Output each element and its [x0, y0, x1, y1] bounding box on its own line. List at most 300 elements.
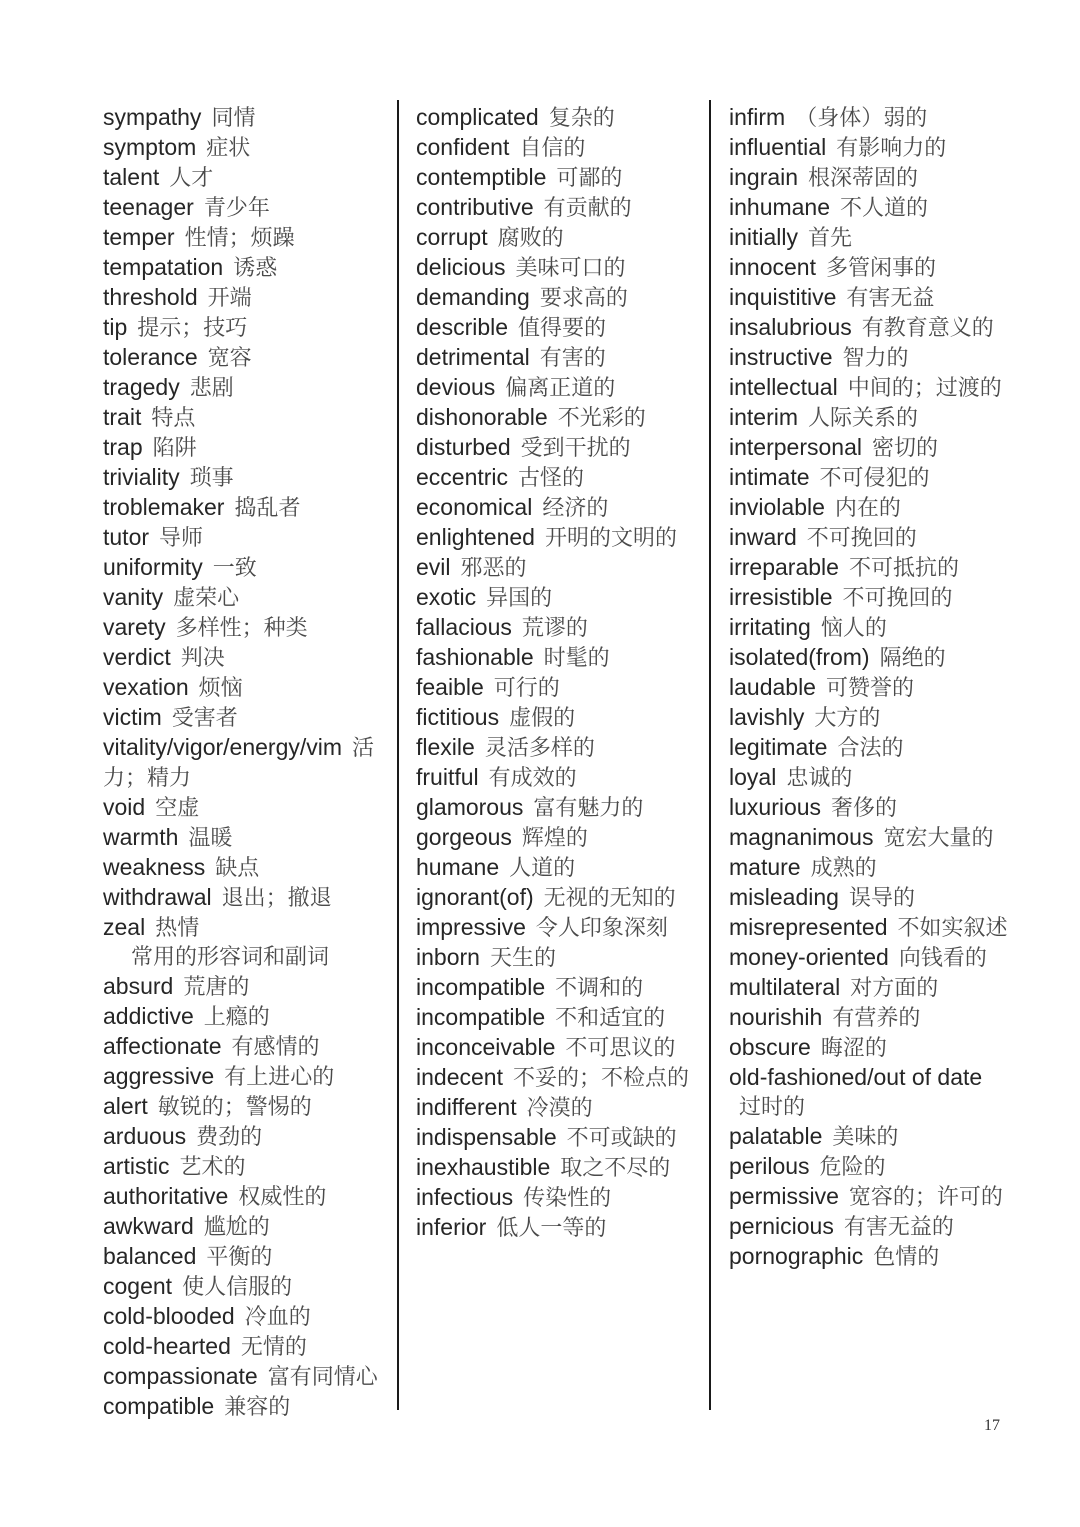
vocab-term: laudable: [729, 674, 816, 700]
vocab-translation: 有教育意义的: [861, 316, 994, 341]
vocab-term: permissive: [729, 1183, 839, 1209]
vocab-entry: [416, 553, 701, 583]
vocab-entry: [729, 133, 1014, 163]
vocab-entry: [416, 763, 701, 793]
vocab-entry: [416, 613, 701, 643]
vocab-term: irreparable: [729, 554, 839, 580]
vocab-entry: [103, 853, 388, 883]
vocab-term: zeal: [103, 914, 146, 940]
vocab-translation: 特点: [151, 406, 196, 431]
vocab-term: irresistible: [729, 584, 833, 610]
vocab-term: symptom: [103, 134, 197, 160]
vocab-entry: [729, 793, 1014, 823]
vocab-term: ignorant(of): [416, 884, 534, 910]
vocab-term: infirm: [729, 104, 786, 130]
vocab-term: inborn: [416, 944, 480, 970]
vocab-entry: [729, 253, 1014, 283]
vocab-translation: 美味的: [832, 1125, 899, 1150]
vocab-term: compassionate: [103, 1363, 258, 1389]
vocab-translation: 无情的: [240, 1335, 307, 1360]
vocab-term: evil: [416, 554, 451, 580]
vocab-entry: [416, 733, 701, 763]
vocab-entry: [416, 943, 701, 973]
vocab-translation: 琐事: [189, 466, 234, 491]
vocab-entry: [729, 703, 1014, 733]
vocab-translation: 忠诚的: [786, 766, 853, 791]
vocab-term: complicated: [416, 104, 539, 130]
vocab-translation: 可行的: [493, 676, 560, 701]
vocab-term: pernicious: [729, 1213, 834, 1239]
vocab-entry: [416, 1033, 701, 1063]
vocab-translation: 一致: [212, 556, 257, 581]
vocab-entry: [103, 343, 388, 373]
vocab-translation: 人际关系的: [808, 406, 919, 431]
vocab-term: authoritative: [103, 1183, 229, 1209]
vocab-entry: [416, 133, 701, 163]
vocab-entry: [103, 1122, 388, 1152]
vocab-entry: [416, 523, 701, 553]
vocab-translation: 悲剧: [189, 376, 234, 401]
vocab-translation: 复杂的: [548, 106, 615, 131]
vocab-translation: 尴尬的: [203, 1215, 270, 1240]
vocab-entry: [729, 823, 1014, 853]
vocab-term: corrupt: [416, 224, 488, 250]
vocab-entry: [729, 763, 1014, 793]
vocab-term: initially: [729, 224, 799, 250]
vocab-term: feaible: [416, 674, 484, 700]
vocab-translation: 活力；精力: [103, 736, 375, 791]
vocab-translation: 导师: [159, 526, 204, 551]
vocab-column-2: [416, 103, 701, 1243]
vocab-entry: [416, 793, 701, 823]
vocab-entry: [416, 463, 701, 493]
vocab-entry: [103, 253, 388, 283]
vocab-term: legitimate: [729, 734, 828, 760]
vocab-translation: 敏锐的；警惕的: [157, 1095, 312, 1120]
vocab-translation: 有营养的: [832, 1006, 921, 1031]
vocab-term: exotic: [416, 584, 477, 610]
vocab-entry: [729, 343, 1014, 373]
vocab-term: devious: [416, 374, 496, 400]
vocab-term: enlightened: [416, 524, 535, 550]
vocab-translation: 退出；撤退: [221, 886, 332, 911]
vocab-translation: 同情: [211, 106, 256, 131]
vocab-term: economical: [416, 494, 533, 520]
vocab-term: fashionable: [416, 644, 534, 670]
vocab-translation: 宽容的；许可的: [848, 1185, 1003, 1210]
vocab-translation: 色情的: [873, 1245, 940, 1270]
vocab-translation: 不光彩的: [557, 406, 646, 431]
vocab-entry: [416, 433, 701, 463]
vocab-translation: 经济的: [542, 496, 609, 521]
vocab-term: inviolable: [729, 494, 825, 520]
vocab-translation: 温暖: [188, 826, 233, 851]
vocab-term: magnanimous: [729, 824, 874, 850]
vocab-term: temper: [103, 224, 175, 250]
vocab-translation: 时髦的: [543, 646, 610, 671]
vocab-translation: 有成效的: [488, 766, 577, 791]
vocab-entry: [416, 253, 701, 283]
vocab-translation: 值得要的: [518, 316, 607, 341]
vocab-term: inferior: [416, 1214, 487, 1240]
vocab-translation: 不可侵犯的: [819, 466, 930, 491]
vocab-translation: 异国的: [486, 586, 553, 611]
vocab-entry: [729, 613, 1014, 643]
vocab-translation: 过时的: [739, 1095, 806, 1120]
vocab-entry: [103, 1242, 388, 1272]
vocab-term: troblemaker: [103, 494, 225, 520]
vocab-entry: [729, 973, 1014, 1003]
vocab-entry: [416, 973, 701, 1003]
vocab-translation: 冷漠的: [526, 1096, 593, 1121]
vocab-entry: [103, 133, 388, 163]
vocab-translation: 虚荣心: [173, 586, 240, 611]
vocab-term: fruitful: [416, 764, 479, 790]
vocab-entry: [103, 493, 388, 523]
vocab-term: intimate: [729, 464, 810, 490]
vocab-entry: [416, 163, 701, 193]
vocab-term: balanced: [103, 1243, 197, 1269]
vocab-translation: 密切的: [871, 436, 938, 461]
vocab-translation: 合法的: [837, 736, 904, 761]
vocab-entry: [729, 1182, 1014, 1212]
vocab-term: vitality/vigor/energy/vim: [103, 734, 343, 760]
vocab-entry: [103, 373, 388, 403]
vocab-term: varety: [103, 614, 166, 640]
vocab-entry: [729, 1003, 1014, 1033]
vocab-term: obscure: [729, 1034, 811, 1060]
vocab-term: vexation: [103, 674, 189, 700]
vocab-entry: [729, 1212, 1014, 1242]
vocab-translation: 辉煌的: [521, 826, 588, 851]
vocab-translation: 缺点: [215, 856, 260, 881]
vocab-entry: [103, 793, 388, 823]
vocab-translation: 人道的: [509, 856, 576, 881]
vocab-entry: [103, 193, 388, 223]
vocab-translation: 有害无益的: [843, 1215, 954, 1240]
vocab-term: inquistitive: [729, 284, 837, 310]
vocab-term: contributive: [416, 194, 534, 220]
vocab-entry: [729, 193, 1014, 223]
vocab-entry: [103, 883, 388, 913]
vocab-entry: [416, 1063, 701, 1093]
vocab-translation: 奢侈的: [831, 796, 898, 821]
vocab-translation: 诱惑: [233, 256, 278, 281]
vocab-translation: 不可挽回的: [806, 526, 917, 551]
vocab-entry: [416, 583, 701, 613]
vocab-translation: 兼容的: [224, 1395, 291, 1420]
vocab-entry: [416, 223, 701, 253]
vocab-term: addictive: [103, 1003, 194, 1029]
vocab-translation: 人才: [169, 166, 214, 191]
vocab-entry: [416, 673, 701, 703]
vocab-translation: 晦涩的: [820, 1036, 887, 1061]
vocab-translation: 受害者: [171, 706, 238, 731]
vocab-translation: 虚假的: [509, 706, 576, 731]
vocab-translation: 开端: [207, 286, 252, 311]
vocab-translation: 捣乱者: [234, 496, 301, 521]
vocab-entry: [103, 1272, 388, 1302]
vocab-entry: [103, 223, 388, 253]
vocab-translation: 开明的文明的: [544, 526, 677, 551]
vocab-translation: 有上进心的: [224, 1065, 335, 1090]
vocab-entry: [416, 1213, 701, 1243]
vocab-translation: 可鄙的: [556, 166, 623, 191]
vocab-term: intellectual: [729, 374, 838, 400]
vocab-entry: [103, 733, 388, 793]
vocab-entry: [103, 433, 388, 463]
vocab-translation: 有影响力的: [836, 136, 947, 161]
vocab-entry: [729, 283, 1014, 313]
vocab-translation: 使人信服的: [182, 1275, 293, 1300]
vocab-entry: [729, 163, 1014, 193]
vocab-translation: 要求高的: [539, 286, 628, 311]
vocab-translation: 上瘾的: [203, 1005, 270, 1030]
vocab-entry: [416, 193, 701, 223]
vocab-term: victim: [103, 704, 162, 730]
vocab-translation: 荒谬的: [521, 616, 588, 641]
vocab-entry: [729, 1063, 1014, 1122]
vocab-term: weakness: [103, 854, 206, 880]
vocab-translation: 邪恶的: [460, 556, 527, 581]
vocab-entry: [103, 823, 388, 853]
vocab-translation: 费劲的: [196, 1125, 263, 1150]
vocab-translation: 富有同情心: [267, 1365, 378, 1390]
vocab-entry: [729, 403, 1014, 433]
vocab-term: cogent: [103, 1273, 173, 1299]
vocab-term: artistic: [103, 1153, 170, 1179]
vocab-translation: 空虚: [155, 796, 200, 821]
vocab-translation: 荒唐的: [183, 975, 250, 1000]
vocab-translation: 内在的: [834, 496, 901, 521]
vocab-term: old-fashioned/out of date: [729, 1064, 983, 1090]
vocab-term: misleading: [729, 884, 839, 910]
vocab-translation: 艺术的: [179, 1155, 246, 1180]
vocab-term: aggressive: [103, 1063, 215, 1089]
vocab-translation: 冷血的: [244, 1305, 311, 1330]
vocab-translation: 古怪的: [518, 466, 585, 491]
vocab-translation: 偏离正道的: [505, 376, 616, 401]
vocab-entry: [103, 163, 388, 193]
vocab-entry: [103, 1392, 388, 1422]
vocab-term: fallacious: [416, 614, 512, 640]
vocab-translation: 受到干扰的: [520, 436, 631, 461]
vocab-term: influential: [729, 134, 827, 160]
vocab-entry: [416, 343, 701, 373]
vocab-term: inhumane: [729, 194, 831, 220]
vocab-term: incompatible: [416, 1004, 546, 1030]
vocab-entry: [103, 1032, 388, 1062]
vocab-translation: 可赞誉的: [825, 676, 914, 701]
vocab-term: flexile: [416, 734, 475, 760]
vocab-entry: [416, 283, 701, 313]
vocab-term: money-oriented: [729, 944, 889, 970]
vocab-term: pornographic: [729, 1243, 864, 1269]
vocab-entry: [729, 1033, 1014, 1063]
vocab-column-1: [103, 103, 388, 1422]
vocab-entry: [729, 103, 1014, 133]
vocab-entry: [729, 463, 1014, 493]
vocab-entry: [416, 1183, 701, 1213]
page-number: 17: [984, 1417, 1000, 1434]
vocab-translation: 不调和的: [555, 976, 644, 1001]
vocab-term: glamorous: [416, 794, 524, 820]
vocab-term: detrimental: [416, 344, 530, 370]
vocab-entry: [729, 373, 1014, 403]
vocab-term: withdrawal: [103, 884, 212, 910]
vocab-translation: 危险的: [819, 1155, 886, 1180]
vocab-entry: [416, 913, 701, 943]
vocab-translation: 天生的: [489, 946, 556, 971]
vocab-translation: 性情；烦躁: [184, 226, 295, 251]
vocab-entry: [729, 1122, 1014, 1152]
vocab-entry: [103, 703, 388, 733]
vocab-entry: [103, 553, 388, 583]
vocab-term: instructive: [729, 344, 833, 370]
vocab-term: trap: [103, 434, 143, 460]
vocab-entry: [103, 673, 388, 703]
vocab-entry: [416, 403, 701, 433]
vocab-translation: 腐败的: [497, 226, 564, 251]
vocab-translation: 大方的: [814, 706, 881, 731]
vocab-translation: 传染性的: [523, 1186, 612, 1211]
vocab-entry: [729, 523, 1014, 553]
vocab-translation: 恼人的: [820, 616, 887, 641]
vocab-entry: [103, 583, 388, 613]
vocab-entry: [729, 583, 1014, 613]
vocab-entry: [729, 913, 1014, 943]
vocab-term: fictitious: [416, 704, 500, 730]
vocab-entry: [729, 313, 1014, 343]
vocab-term: isolated(from): [729, 644, 870, 670]
vocab-translation: 不和适宜的: [555, 1006, 666, 1031]
vocab-entry: [416, 1003, 701, 1033]
vocab-entry: [103, 1332, 388, 1362]
vocab-translation: 平衡的: [206, 1245, 273, 1270]
vocab-entry: [416, 703, 701, 733]
vocab-entry: [416, 823, 701, 853]
vocab-term: verdict: [103, 644, 171, 670]
vocab-translation: 不妥的；不检点的: [512, 1066, 689, 1091]
vocab-term: inconceivable: [416, 1034, 556, 1060]
vocab-term: loyal: [729, 764, 777, 790]
vocab-translation: 隔绝的: [879, 646, 946, 671]
vocab-term: multilateral: [729, 974, 841, 1000]
vocab-translation: 智力的: [842, 346, 909, 371]
vocab-entry: [103, 913, 388, 943]
vocab-entry: [416, 493, 701, 523]
vocab-entry: [416, 373, 701, 403]
vocab-entry: [103, 1212, 388, 1242]
vocab-term: triviality: [103, 464, 180, 490]
vocab-translation: 提示；技巧: [137, 316, 248, 341]
vocab-translation: 不可抵抗的: [848, 556, 959, 581]
vocab-translation: 陷阱: [152, 436, 197, 461]
vocab-term: interim: [729, 404, 799, 430]
vocab-translation: 权威性的: [238, 1185, 327, 1210]
vocab-term: tip: [103, 314, 128, 340]
vocab-term: ingrain: [729, 164, 799, 190]
vocab-entry: [729, 1152, 1014, 1182]
vocab-entry: [416, 313, 701, 343]
vocab-term: sympathy: [103, 104, 202, 130]
vocab-entry: [729, 1242, 1014, 1272]
vocab-entry: [729, 643, 1014, 673]
vocab-translation: 对方面的: [850, 976, 939, 1001]
vocab-entry: [729, 493, 1014, 523]
vocab-entry: [416, 853, 701, 883]
vocab-term: threshold: [103, 284, 198, 310]
vocab-translation: 成熟的: [810, 856, 877, 881]
vocab-term: dishonorable: [416, 404, 548, 430]
vocab-term: lavishly: [729, 704, 805, 730]
vocab-term: mature: [729, 854, 801, 880]
vocab-translation: 症状: [206, 136, 251, 161]
vocab-entry: [729, 883, 1014, 913]
vocab-entry: [729, 943, 1014, 973]
vocab-translation: 宽容: [207, 346, 252, 371]
vocab-translation: 有贡献的: [543, 196, 632, 221]
vocab-entry: [103, 1152, 388, 1182]
vocab-term: cold-hearted: [103, 1333, 231, 1359]
vocab-term: indecent: [416, 1064, 503, 1090]
column-divider: [709, 100, 711, 1410]
vocab-term: alert: [103, 1093, 148, 1119]
vocab-translation: 多样性；种类: [175, 616, 308, 641]
vocab-translation: 向钱看的: [898, 946, 987, 971]
vocab-term: impressive: [416, 914, 526, 940]
vocab-translation: 烦恼: [198, 676, 243, 701]
vocab-translation: 有害的: [539, 346, 606, 371]
vocab-column-3: [729, 103, 1014, 1272]
vocab-term: cold-blooded: [103, 1303, 235, 1329]
vocab-term: tolerance: [103, 344, 198, 370]
vocab-entry: [416, 883, 701, 913]
vocab-term: trait: [103, 404, 142, 430]
vocab-term: indifferent: [416, 1094, 517, 1120]
vocab-term: absurd: [103, 973, 174, 999]
vocab-translation: 灵活多样的: [484, 736, 595, 761]
vocab-term: perilous: [729, 1153, 810, 1179]
vocab-term: void: [103, 794, 146, 820]
vocab-translation: 多管闲事的: [825, 256, 936, 281]
vocab-translation: 宽宏大量的: [883, 826, 994, 851]
vocab-entry: [416, 1153, 701, 1183]
vocab-entry: [103, 1362, 388, 1392]
vocab-translation: 不人道的: [840, 196, 929, 221]
vocab-translation: 不如实叙述: [897, 916, 1008, 941]
vocab-term: irritating: [729, 614, 811, 640]
vocab-term: tragedy: [103, 374, 180, 400]
vocab-entry: [103, 283, 388, 313]
vocab-term: describle: [416, 314, 509, 340]
vocab-translation: 有感情的: [231, 1035, 320, 1060]
vocab-entry: [103, 1002, 388, 1032]
vocab-entry: [103, 1092, 388, 1122]
vocab-entry: [416, 1093, 701, 1123]
vocab-term: humane: [416, 854, 500, 880]
vocab-translation: 青少年: [203, 196, 270, 221]
vocab-entry: [103, 463, 388, 493]
vocab-term: luxurious: [729, 794, 822, 820]
vocab-entry: [103, 1182, 388, 1212]
vocab-entry: [103, 403, 388, 433]
vocab-translation: 美味可口的: [515, 256, 626, 281]
vocab-translation: 不可挽回的: [842, 586, 953, 611]
vocab-translation: 不可思议的: [565, 1036, 676, 1061]
vocab-term: indispensable: [416, 1124, 557, 1150]
vocab-entry: [103, 972, 388, 1002]
